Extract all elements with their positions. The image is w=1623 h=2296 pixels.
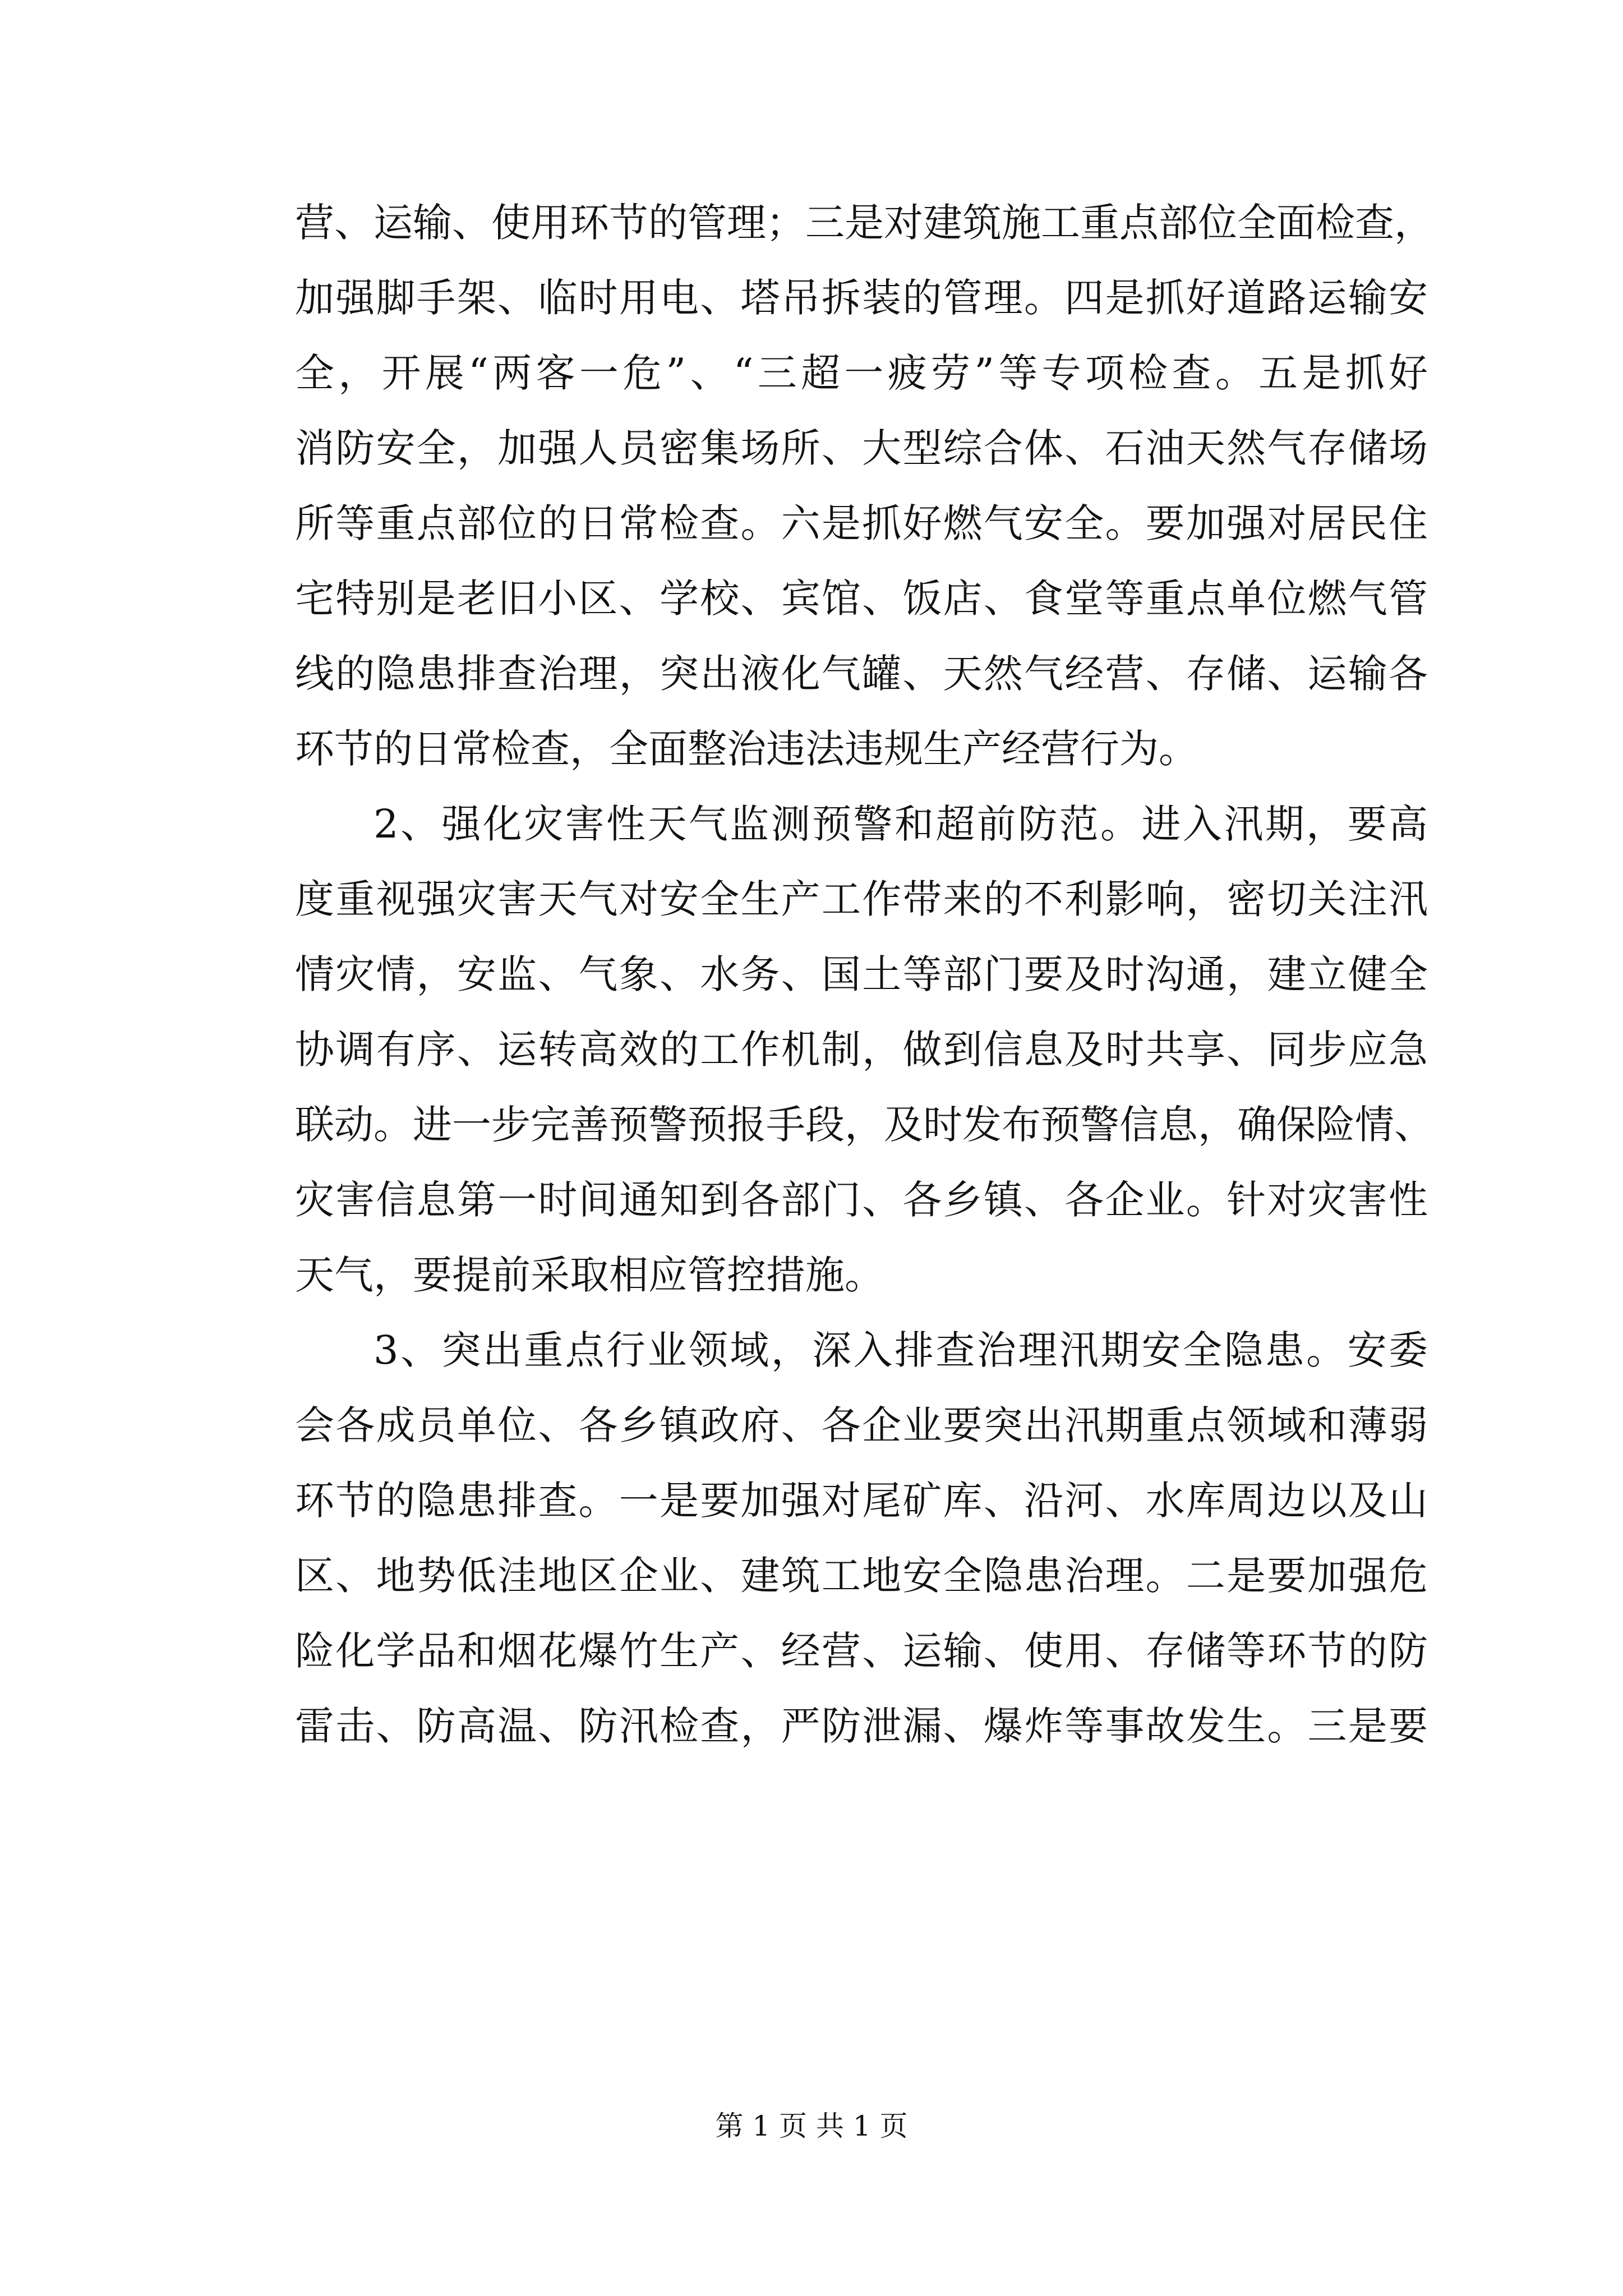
document-body: [295, 185, 1433, 1764]
text-line: 会各成员单位、各乡镇政府、各企业要突出汛期重点领域和薄弱: [295, 1402, 1428, 1448]
text-line: 联动。进一步完善预警预报手段，及时发布预警信息，确保险情、: [295, 1102, 1433, 1148]
page-number-label: 第 1 页 共 1 页: [715, 2110, 908, 2142]
text-line: 环节的隐患排查。一是要加强对尾矿库、沿河、水库周边以及山: [295, 1478, 1428, 1524]
text-line: 度重视强灾害天气对安全生产工作带来的不利影响，密切关注汛: [295, 876, 1428, 922]
text-line: 险化学品和烟花爆竹生产、经营、运输、使用、存储等环节的防: [295, 1628, 1428, 1674]
text-line: 消防安全，加强人员密集场所、大型综合体、石油天然气存储场: [295, 425, 1428, 471]
page-footer: [0, 2106, 1623, 2146]
text-line: 环节的日常检查，全面整治违法违规生产经营行为。: [295, 726, 1198, 772]
text-line: 天气，要提前采取相应管控措施。: [295, 1252, 884, 1298]
text-line: 加强脚手架、临时用电、塔吊拆装的管理。四是抓好道路运输安: [295, 275, 1428, 321]
text-line: 区、地势低洼地区企业、建筑工地安全隐患治理。二是要加强危: [295, 1553, 1428, 1599]
text-line: 宅特别是老旧小区、学校、宾馆、饭店、食堂等重点单位燃气管: [295, 576, 1428, 622]
text-line: 营、运输、使用环节的管理；三是对建筑施工重点部位全面检查，: [295, 200, 1433, 246]
text-line-paragraph-start: 2、强化灾害性天气监测预警和超前防范。进入汛期，要高: [374, 801, 1428, 847]
text-line: 雷击、防高温、防汛检查，严防泄漏、爆炸等事故发生。三是要: [295, 1703, 1428, 1749]
text-line: 灾害信息第一时间通知到各部门、各乡镇、各企业。针对灾害性: [295, 1177, 1428, 1223]
text-line-paragraph-start: 3、突出重点行业领域，深入排查治理汛期安全隐患。安委: [374, 1327, 1428, 1373]
text-line: 全，开展“两客一危”、“三超一疲劳”等专项检查。五是抓好: [295, 350, 1428, 396]
text-line: 协调有序、运转高效的工作机制，做到信息及时共享、同步应急: [295, 1027, 1428, 1073]
text-line: 情灾情，安监、气象、水务、国土等部门要及时沟通，建立健全: [295, 951, 1428, 997]
text-line: 所等重点部位的日常检查。六是抓好燃气安全。要加强对居民住: [295, 500, 1428, 546]
text-line: 线的隐患排查治理，突出液化气罐、天然气经营、存储、运输各: [295, 651, 1428, 697]
